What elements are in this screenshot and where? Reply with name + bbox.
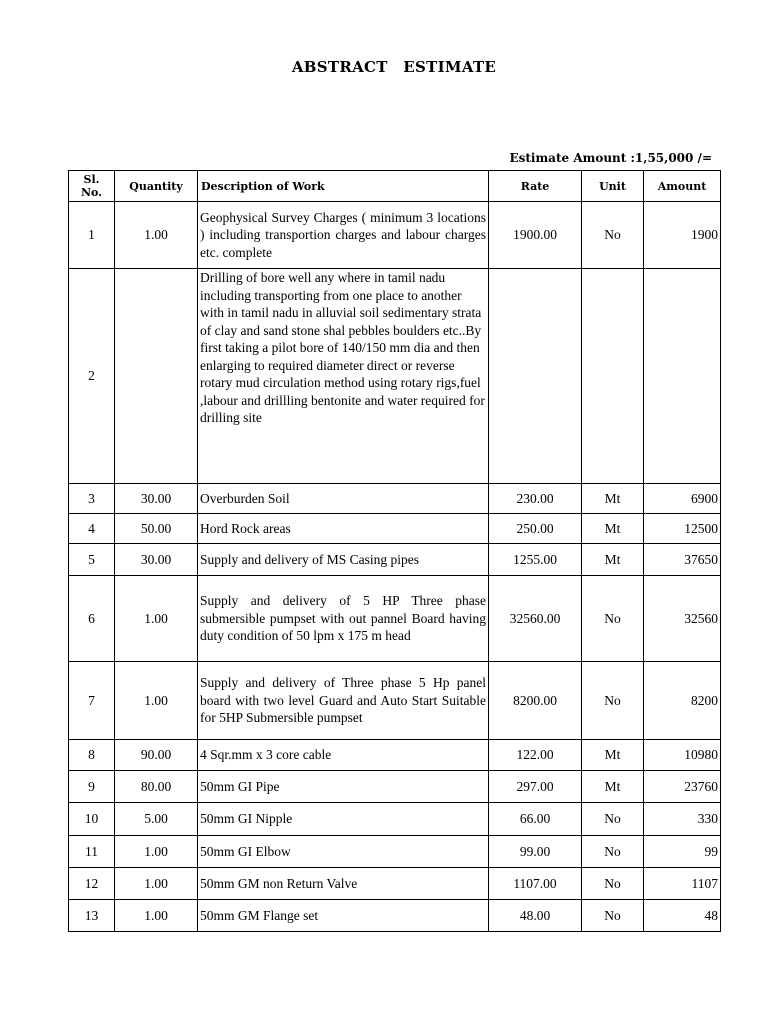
cell-sl-no: 8 <box>69 740 115 771</box>
cell-sl-no: 3 <box>69 484 115 514</box>
cell-rate: 1900.00 <box>489 202 582 269</box>
table-row <box>69 269 721 484</box>
cell-amount: 330 <box>644 803 721 836</box>
table-row <box>69 484 721 514</box>
cell-unit: Mt <box>582 484 644 514</box>
header-sl-no: Sl. No. <box>69 171 115 202</box>
table-header-row <box>69 171 721 202</box>
cell-description: Drilling of bore well any where in tamil nadu including transporting from one place to another with in tamil nadu in alluvial soil sedimentary strata of clay and sand stone shal pebbles boulders etc..By first taking a pilot bore of 140/150 mm dia and then enlarging to required diameter direct or reverse rotary mud circulation method using rotary rigs,fuel ,labour and drillling bentonite and water required for drilling site <box>198 269 489 484</box>
cell-sl-no: 4 <box>69 514 115 544</box>
cell-rate: 99.00 <box>489 836 582 868</box>
cell-description: 50mm GM Flange set <box>198 900 489 932</box>
cell-amount: 32560 <box>644 576 721 662</box>
header-rate: Rate <box>489 171 582 202</box>
cell-quantity: 1.00 <box>115 202 198 269</box>
cell-sl-no: 13 <box>69 900 115 932</box>
cell-rate: 1107.00 <box>489 868 582 900</box>
cell-amount <box>644 269 721 484</box>
cell-rate: 250.00 <box>489 514 582 544</box>
cell-unit: No <box>582 868 644 900</box>
cell-amount: 37650 <box>644 544 721 576</box>
header-unit: Unit <box>582 171 644 202</box>
cell-unit: Mt <box>582 771 644 803</box>
cell-sl-no: 10 <box>69 803 115 836</box>
page-title: ABSTRACT ESTIMATE <box>291 58 497 76</box>
cell-sl-no: 5 <box>69 544 115 576</box>
cell-unit: No <box>582 900 644 932</box>
cell-rate: 297.00 <box>489 771 582 803</box>
cell-quantity: 30.00 <box>115 484 198 514</box>
table-row <box>69 662 721 740</box>
table-row <box>69 771 721 803</box>
cell-sl-no: 9 <box>69 771 115 803</box>
cell-unit: Mt <box>582 544 644 576</box>
table-row <box>69 803 721 836</box>
cell-description: Overburden Soil <box>198 484 489 514</box>
table-row <box>69 740 721 771</box>
cell-rate: 66.00 <box>489 803 582 836</box>
cell-rate <box>489 269 582 484</box>
cell-quantity: 5.00 <box>115 803 198 836</box>
table-row <box>69 514 721 544</box>
cell-amount: 48 <box>644 900 721 932</box>
estimate-table <box>68 170 721 932</box>
cell-sl-no: 1 <box>69 202 115 269</box>
table-row <box>69 544 721 576</box>
cell-quantity: 1.00 <box>115 662 198 740</box>
cell-quantity: 1.00 <box>115 868 198 900</box>
header-quantity: Quantity <box>115 171 198 202</box>
cell-amount: 99 <box>644 836 721 868</box>
estimate-amount: Estimate Amount :1,55,000 /= <box>509 151 712 165</box>
table-row <box>69 900 721 932</box>
cell-description: 50mm GI Pipe <box>198 771 489 803</box>
cell-amount: 1107 <box>644 868 721 900</box>
cell-amount: 12500 <box>644 514 721 544</box>
cell-quantity: 80.00 <box>115 771 198 803</box>
cell-description: 50mm GM non Return Valve <box>198 868 489 900</box>
table-row <box>69 836 721 868</box>
cell-sl-no: 7 <box>69 662 115 740</box>
table-row <box>69 576 721 662</box>
cell-amount: 8200 <box>644 662 721 740</box>
cell-unit <box>582 269 644 484</box>
cell-rate: 48.00 <box>489 900 582 932</box>
cell-description: 50mm GI Elbow <box>198 836 489 868</box>
cell-unit: Mt <box>582 514 644 544</box>
cell-amount: 23760 <box>644 771 721 803</box>
cell-unit: No <box>582 836 644 868</box>
cell-rate: 1255.00 <box>489 544 582 576</box>
cell-description: Hord Rock areas <box>198 514 489 544</box>
cell-amount: 6900 <box>644 484 721 514</box>
cell-sl-no: 12 <box>69 868 115 900</box>
cell-amount: 1900 <box>644 202 721 269</box>
table-row <box>69 202 721 269</box>
cell-description: Supply and delivery of Three phase 5 Hp panel board with two level Guard and Auto Start Suitable for 5HP Submersible pumpset <box>198 662 489 740</box>
header-description: Description of Work <box>198 171 489 202</box>
cell-quantity: 1.00 <box>115 836 198 868</box>
cell-rate: 8200.00 <box>489 662 582 740</box>
cell-sl-no: 11 <box>69 836 115 868</box>
cell-unit: No <box>582 803 644 836</box>
cell-rate: 230.00 <box>489 484 582 514</box>
cell-rate: 122.00 <box>489 740 582 771</box>
cell-unit: Mt <box>582 740 644 771</box>
cell-sl-no: 2 <box>69 269 115 484</box>
table-row <box>69 868 721 900</box>
cell-sl-no: 6 <box>69 576 115 662</box>
cell-quantity <box>115 269 198 484</box>
cell-description: Geophysical Survey Charges ( minimum 3 locations ) including transportion charges and labour charges etc. complete <box>198 202 489 269</box>
cell-amount: 10980 <box>644 740 721 771</box>
header-amount: Amount <box>644 171 721 202</box>
cell-description: 4 Sqr.mm x 3 core cable <box>198 740 489 771</box>
cell-quantity: 1.00 <box>115 576 198 662</box>
cell-quantity: 1.00 <box>115 900 198 932</box>
cell-quantity: 30.00 <box>115 544 198 576</box>
cell-description: Supply and delivery of 5 HP Three phase submersible pumpset with out pannel Board having duty condition of 50 lpm x 175 m head <box>198 576 489 662</box>
cell-description: Supply and delivery of MS Casing pipes <box>198 544 489 576</box>
cell-quantity: 50.00 <box>115 514 198 544</box>
cell-unit: No <box>582 662 644 740</box>
cell-unit: No <box>582 576 644 662</box>
cell-unit: No <box>582 202 644 269</box>
cell-description: 50mm GI Nipple <box>198 803 489 836</box>
cell-rate: 32560.00 <box>489 576 582 662</box>
cell-quantity: 90.00 <box>115 740 198 771</box>
